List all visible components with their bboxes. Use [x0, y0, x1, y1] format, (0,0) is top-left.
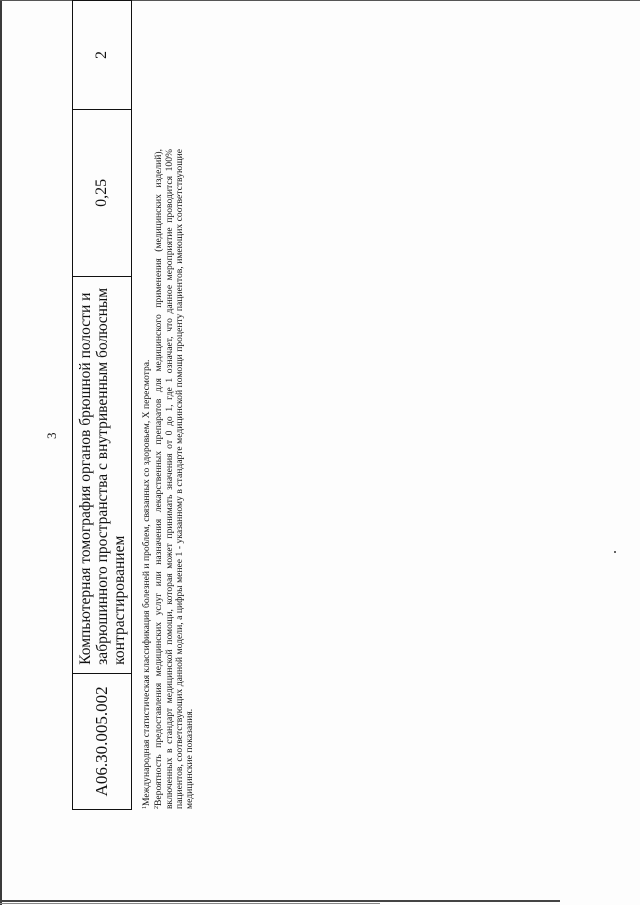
- footnote-1-mark: 1: [142, 806, 148, 809]
- footnote-2-mark: 2: [154, 806, 161, 809]
- page-number: 3: [44, 432, 59, 439]
- footnotes: [140, 149, 195, 809]
- service-code-cell: A06.30.005.002: [73, 673, 132, 809]
- service-name-cell: Компьютерная томография органов брюшной полости и забрюшинного пространства с внутривенным болюсным контрастированием: [73, 276, 132, 673]
- frequency-cell: 0,25: [73, 109, 132, 276]
- multiplicity-cell: 2: [73, 1, 132, 110]
- scan-speck: [614, 551, 616, 553]
- footnote-2: [152, 149, 195, 809]
- footnote-1-text: Международная статистическая классификация болезней и проблем, связанных со здоровьем, X пересмотра.: [141, 359, 152, 806]
- table-row: [73, 1, 132, 810]
- footnote-2-text: Вероятность предоставления медицинских услуг или назначения лекарственных препаратов для медицинского применения (медицинских изделий), включенных в стандарт медицинской помощи, которая может принимать значения от 0 до 1, где 1 означает, что данное мероприятие проводится 100% пациентов, соответствующих данной модели, а цифры менее 1 - указанному в стандарте медицинской помощи проценту пациентов, имеющих соответствующие медицинские показания.: [153, 149, 196, 809]
- services-table: [72, 0, 132, 810]
- footnote-1: [140, 149, 152, 809]
